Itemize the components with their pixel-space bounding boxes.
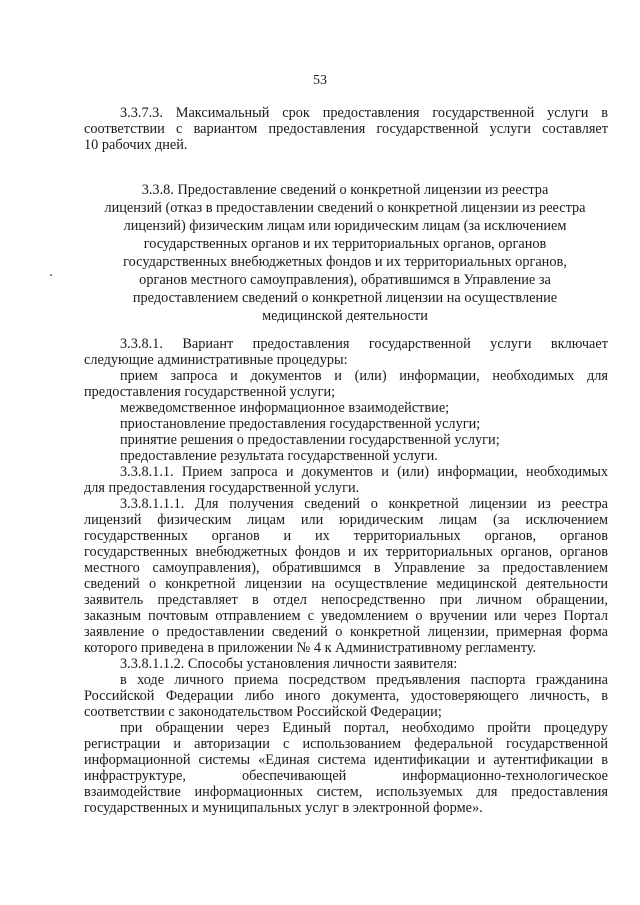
text-line: прием запроса и документов и (или) информации, необходимых для	[120, 368, 608, 384]
text-line: лицензий физическим лицам или юридическим лицам (за исключением	[84, 512, 608, 528]
text-line: местного самоуправления), обратившимся в Управление за предоставлением	[84, 560, 608, 576]
text-line: государственных внебюджетных фондов и их территориальных органов, органов	[84, 544, 608, 560]
heading-line: государственных внебюджетных фондов и их территориальных органов,	[123, 254, 567, 270]
heading-line: предоставлением сведений о конкретной лицензии на осуществление	[132, 290, 558, 306]
text-line: при обращении через Единый портал, необходимо пройти процедуру	[120, 720, 608, 736]
section-heading-3-3-8	[90, 181, 600, 325]
text-line: 3.3.8.1. Вариант предоставления государственной услуги включает	[120, 336, 608, 352]
text-line: для предоставления государственной услуги.	[84, 480, 360, 496]
heading-line: государственных органов и их территориальных органов, органов	[143, 236, 547, 252]
text-line: государственных и муниципальных услуг в электронной форме».	[84, 800, 483, 816]
page-number: 53	[313, 73, 327, 88]
text-line: инфраструктуре, обеспечивающей информационно-технологическое	[84, 768, 608, 784]
text-line: предоставления государственной услуги;	[84, 384, 336, 400]
text-line: приостановление предоставления государственной услуги;	[120, 416, 481, 432]
paragraph-3-3-7-3	[84, 105, 608, 153]
text-line: предоставление результата государственной услуги.	[120, 448, 438, 464]
text-line: регистрации и авторизации с использованием федеральной государственной	[84, 736, 608, 752]
text-line: межведомственное информационное взаимодействие;	[120, 400, 450, 416]
text-line: сведений о конкретной лицензии на осуществление медицинской деятельности	[84, 576, 608, 592]
text-line: которого приведена в приложении № 4 к Административному регламенту.	[84, 640, 537, 656]
text-line: принятие решения о предоставлении государственной услуги;	[120, 432, 500, 448]
heading-line: органов местного самоуправления), обратившимся в Управление за	[139, 272, 551, 288]
text-line: заказным почтовым отправлением с уведомлением о вручении или через Портал	[84, 608, 608, 624]
heading-line: лицензий (отказ в предоставлении сведений о конкретной лицензии из реестра	[104, 200, 586, 216]
text-line: информационной системы «Единая система идентификации и аутентификации в	[84, 752, 608, 768]
text-line: 10 рабочих дней.	[84, 137, 188, 153]
text-line: соответствии с вариантом предоставления государственной услуги составляет	[84, 121, 608, 137]
text-line: 3.3.8.1.1.2. Способы установления личности заявителя:	[120, 656, 458, 672]
heading-line: 3.3.8. Предоставление сведений о конкретной лицензии из реестра	[141, 182, 549, 198]
heading-line: медицинской деятельности	[262, 308, 428, 324]
section-body	[84, 336, 608, 816]
heading-line: лицензий) физическим лицам или юридическим лицам (за исключением	[123, 218, 567, 234]
text-line: заявитель представляет в отдел непосредственно при личном обращении,	[84, 592, 608, 608]
text-line: 3.3.7.3. Максимальный срок предоставления государственной услуги в	[120, 105, 608, 121]
text-line: государственных органов и их территориальных органов, органов	[84, 528, 608, 544]
text-line: в ходе личного приема посредством предъявления паспорта гражданина	[120, 672, 608, 688]
text-line: 3.3.8.1.1.1. Для получения сведений о конкретной лицензии из реестра	[120, 496, 608, 512]
margin-mark	[50, 274, 52, 276]
text-line: следующие административные процедуры:	[84, 352, 348, 368]
text-line: заявление о предоставлении сведений о конкретной лицензии, примерная форма	[84, 624, 608, 640]
text-line: взаимодействие информационных систем, используемых для предоставления	[84, 784, 608, 800]
text-line: 3.3.8.1.1. Прием запроса и документов и (или) информации, необходимых	[120, 464, 608, 480]
text-line: соответствии с законодательством Российской Федерации;	[84, 704, 442, 720]
text-line: Российской Федерации либо иного документа, удостоверяющего личность, в	[84, 688, 608, 704]
